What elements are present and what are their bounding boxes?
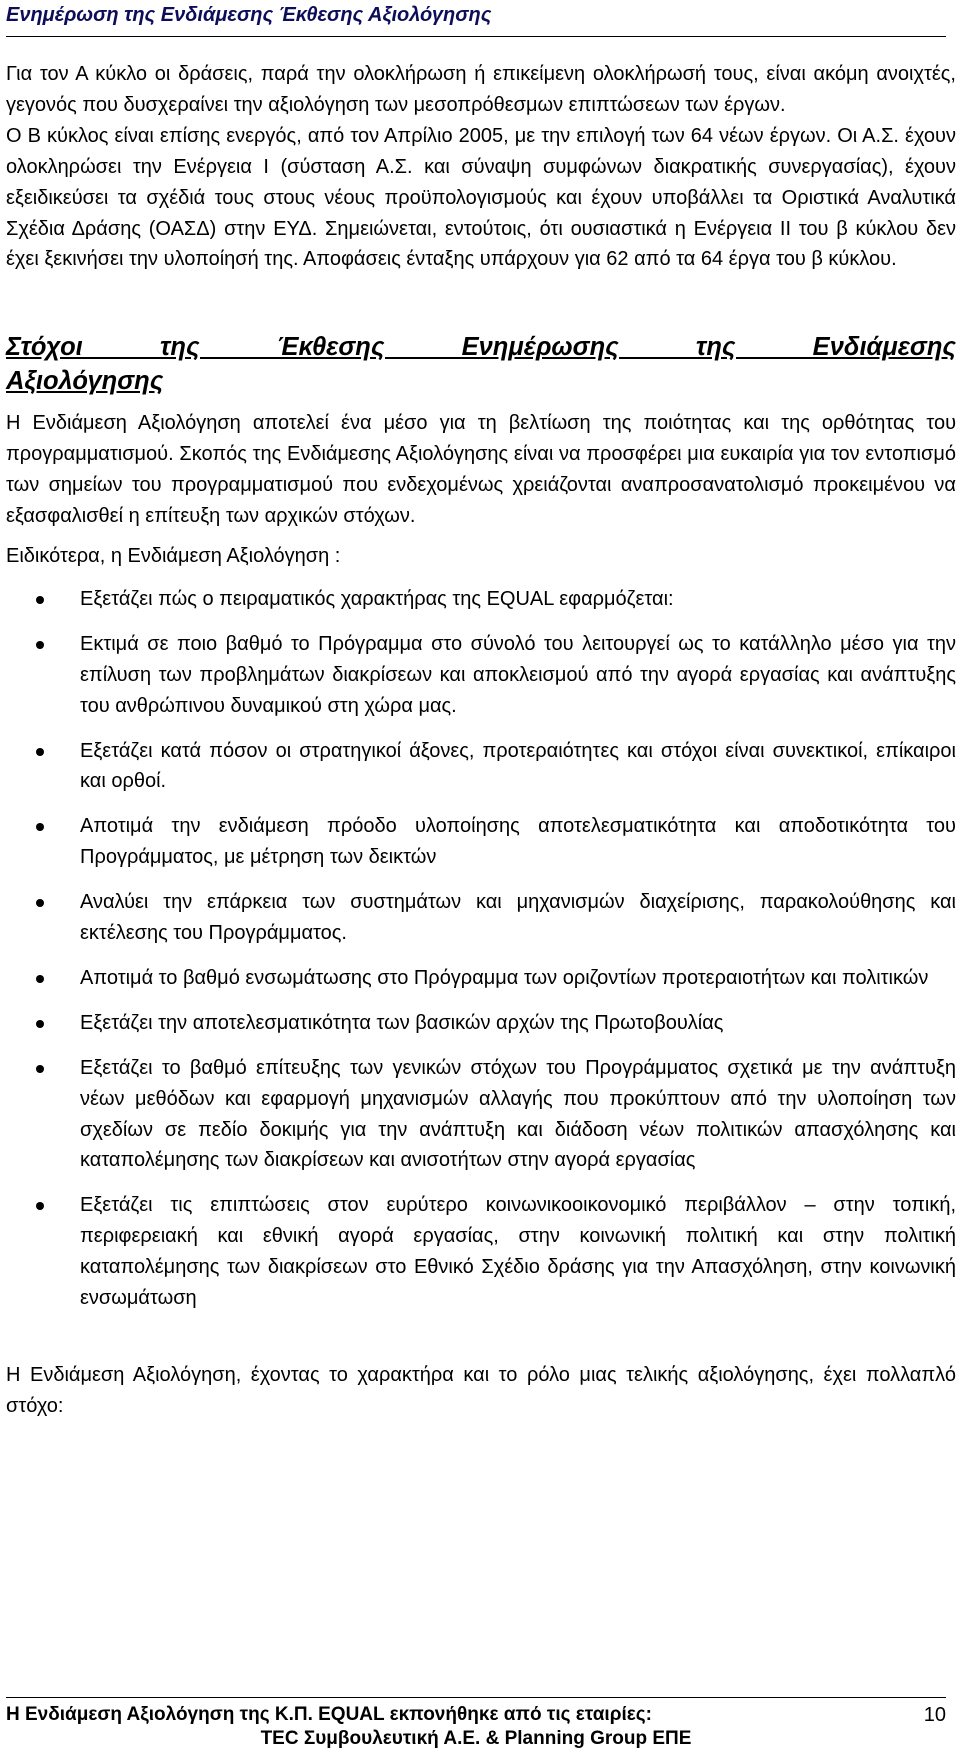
list-item: Εκτιμά σε ποιο βαθμό το Πρόγραμμα στο σύνολό του λειτουργεί ως το κατάλληλο μέσο για την επίλυση των προβλημάτων διακρίσεων και αποκλεισμού από την αγορά εργασίας και ανάπτυξης του ανθρώπινου δυναμικού στη χώρα μας. bbox=[6, 629, 956, 722]
goal-paragraph: Η Ενδιάμεση Αξιολόγηση αποτελεί ένα μέσο για τη βελτίωση της ποιότητας και της ορθότητας του προγραμματισμού. Σκοπός της Ενδιάμεσης Αξιολόγησης είναι να προσφέρει μια ευκαιρία για τον εντοπισμό των σημείων του προγραμματισμού που ενδεχομένως χρειάζονται αναπροσανατολισμό προκειμένου να εξασφαλισθεί η επίτευξη των αρχικών στόχων. bbox=[6, 412, 956, 528]
page-footer bbox=[6, 1697, 946, 1754]
list-item: Εξετάζει την αποτελεσματικότητα των βασικών αρχών της Πρωτοβουλίας bbox=[6, 1008, 956, 1039]
list-item: Εξετάζει το βαθμό επίτευξης των γενικών στόχων του Προγράμματος σχετικά με την ανάπτυξη νέων μεθόδων και εφαρμογή μηχανισμών αλλαγής που προκύπτουν από την υλοποίηση των σχεδίων σε πεδίο δοκιμής για την ανάπτυξη και διάδοση νέων πολιτικών απασχόλησης και καταπολέμησης των διακρίσεων και ανισοτήτων στην αγορά εργασίας bbox=[6, 1053, 956, 1177]
bullet-icon bbox=[36, 596, 44, 604]
cycle-b-paragraph: Ο Β κύκλος είναι επίσης ενεργός, από τον Απρίλιο 2005, με την επιλογή των 64 νέων έργων. Οι Α.Σ. έχουν ολοκληρώσει την Ενέργεια Ι (σύσταση Α.Σ. και σύναψη συμφώνων διακρατικής συνεργασίας), έχουν εξειδικεύσει τα σχέδιά τους στους νέους προϋπολογισμούς και έχουν υποβάλλει τα Οριστικά Αναλυτικά Σχέδια Δράσης (ΟΑΣΔ) στην ΕΥΔ. Σημειώνεται, εντούτοις, ότι ουσιαστικά η Ενέργεια ΙΙ του β κύκλου δεν έχει ξεκινήσει την υλοποίησή της. Αποφάσεις ένταξης υπάρχουν για 62 από τα 64 έργα του β κύκλου. bbox=[6, 124, 956, 271]
section-heading bbox=[6, 330, 956, 398]
list-item: Εξετάζει κατά πόσον οι στρατηγικοί άξονες, προτεραιότητες και στόχοι είναι συνεκτικοί, επίκαιροι και ορθοί. bbox=[6, 736, 956, 798]
specifically-label: Ειδικότερα, η Ενδιάμεση Αξιολόγηση : bbox=[6, 544, 341, 567]
list-item: Εξετάζει τις επιπτώσεις στον ευρύτερο κοινωνικοοικονομικό περιβάλλον – στην τοπική, περιφερειακή και εθνική αγορά εργασίας, στην κοινωνική πολιτική και στην πολιτική καταπολέμησης των διακρίσεων στο Εθνικό Σχέδιο δράσης για την Απασχόληση, στην κοινωνική ενσωμάτωση bbox=[6, 1190, 956, 1314]
bullet-icon bbox=[36, 975, 44, 983]
final-paragraph: Η Ενδιάμεση Αξιολόγηση, έχοντας το χαρακτήρα και το ρόλο μιας τελικής αξιολόγησης, έχει πολλαπλό στόχο: bbox=[6, 1364, 956, 1417]
bullet-icon bbox=[36, 1020, 44, 1028]
header-title: Ενημέρωση της Ενδιάμεσης Έκθεσης Αξιολόγησης bbox=[6, 4, 492, 26]
section-heading-line1: Στόχοι της Έκθεσης Ενημέρωσης της Ενδιάμεσης bbox=[6, 333, 956, 362]
list-item: Αποτιμά την ενδιάμεση πρόοδο υλοποίησης αποτελεσματικότητα και αποδοτικότητα του Προγράμματος, με μέτρηση των δεικτών bbox=[6, 811, 956, 873]
bullet-icon bbox=[36, 1202, 44, 1210]
footer-credit-line2: TEC Συμβουλευτική Α.Ε. & Planning Group ΕΠΕ bbox=[260, 1728, 692, 1749]
bullet-icon bbox=[36, 1065, 44, 1073]
bullet-icon bbox=[36, 748, 44, 756]
intro-paragraph: Για τον Α κύκλο οι δράσεις, παρά την ολοκλήρωση ή επικείμενη ολοκλήρωσή τους, είναι ακόμη ανοιχτές, γεγονός που δυσχεραίνει την αξιολόγηση των μεσοπρόθεσμων επιπτώσεων των έργων. bbox=[6, 63, 956, 116]
bullet-icon bbox=[36, 823, 44, 831]
page-header bbox=[6, 0, 946, 37]
list-item: Εξετάζει πώς ο πειραματικός χαρακτήρας της EQUAL εφαρμόζεται: bbox=[6, 584, 956, 615]
bullet-icon bbox=[36, 899, 44, 907]
list-item: Αποτιμά το βαθμό ενσωμάτωσης στο Πρόγραμμα των οριζοντίων προτεραιοτήτων και πολιτικών bbox=[6, 963, 956, 994]
bullet-icon bbox=[36, 641, 44, 649]
list-item: Αναλύει την επάρκεια των συστημάτων και μηχανισμών διαχείρισης, παρακολούθησης και εκτέλεσης του Προγράμματος. bbox=[6, 887, 956, 949]
page-number: 10 bbox=[923, 1704, 946, 1726]
bullet-list bbox=[6, 584, 956, 1314]
section-heading-line2: Αξιολόγησης bbox=[6, 367, 164, 396]
footer-credit-line1: Η Ενδιάμεση Αξιολόγηση της Κ.Π. EQUAL εκπονήθηκε από τις εταιρίες: bbox=[6, 1704, 652, 1725]
page-content bbox=[6, 59, 956, 1422]
